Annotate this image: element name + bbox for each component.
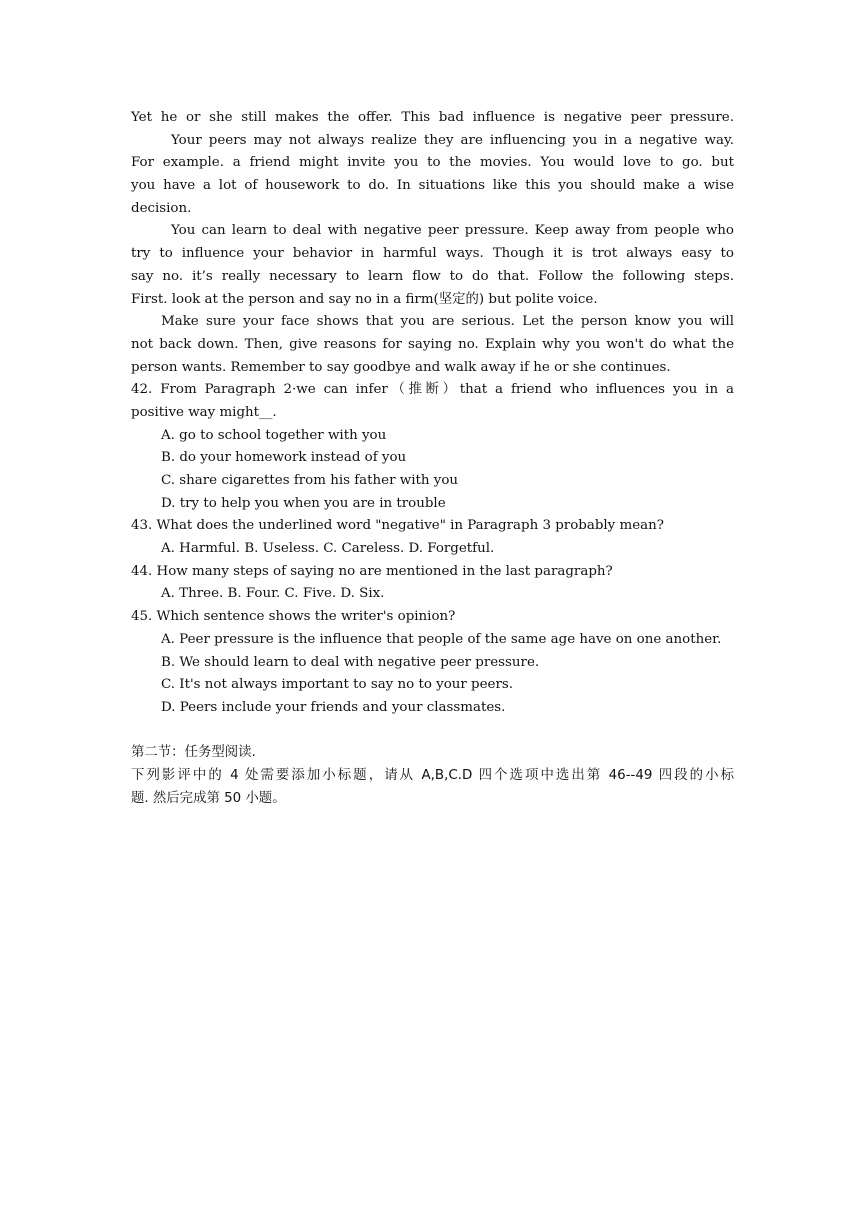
passage-line: Your peers may not always realize they are influencing you in a negative way. [171,132,734,148]
question-42 [131,379,734,515]
passage-line: You can learn to deal with negative peer pressure. Keep away from people who [171,223,734,239]
section-heading: 第二节：任务型阅读. [131,745,256,761]
section-2 [131,742,734,810]
answer-option: B. do your homework instead of you [161,450,407,466]
answer-option: C. It's not always important to say no to your peers. [161,677,514,693]
passage-line: person wants. Remember to say goodbye and walk away if he or she continues. [131,359,671,375]
question-44 [131,561,734,606]
question-43 [131,515,734,560]
reading-passage [131,107,734,379]
answer-option: B. We should learn to deal with negative peer pressure. [161,654,540,670]
question-stem: 45. Which sentence shows the writer's opinion? [131,609,456,625]
answer-option: A. Harmful. B. Useless. C. Careless. D. Forgetful. [161,541,495,557]
question-stem: 44. How many steps of saying no are mentioned in the last paragraph? [131,563,613,579]
answer-option: A. Three. B. Four. C. Five. D. Six. [161,586,385,602]
question-45 [131,606,734,719]
passage-line: say no. it’s really necessary to learn flow to do that. Follow the following steps. [131,268,734,284]
spacer [131,720,734,743]
section-instruction: 题. 然后完成第 50 小题。 [131,790,286,806]
passage-line: Make sure your face shows that you are serious. Let the person know you will [161,314,734,330]
passage-line: not back down. Then, give reasons for saying no. Explain why you won't do what the [131,336,734,352]
answer-option: A. go to school together with you [161,427,387,443]
passage-line: First. look at the person and say no in a firm(坚定的) but polite voice. [131,291,598,307]
passage-line: Yet he or she still makes the offer. This bad influence is negative peer pressure. [131,110,734,125]
passage-line: decision. [131,200,192,216]
answer-option: D. Peers include your friends and your classmates. [161,699,506,715]
answer-option: A. Peer pressure is the influence that people of the same age have on one another. [161,631,722,647]
answer-option: C. share cigarettes from his father with you [161,473,459,488]
question-stem: positive way might__. [131,404,277,420]
question-stem: 42. From Paragraph 2·we can infer（推断）that a friend who influences you in a [131,382,734,398]
document-page [131,107,734,810]
passage-line: you have a lot of housework to do. In situations like this you should make a wise [131,178,734,194]
passage-line: try to influence your behavior in harmful ways. Though it is trot always easy to [131,246,734,262]
question-stem: 43. What does the underlined word "negative" in Paragraph 3 probably mean? [131,518,664,534]
passage-line: For example. a friend might invite you to the movies. You would love to go. but [131,155,734,171]
answer-option: D. try to help you when you are in trouble [161,495,446,511]
section-instruction: 下列影评中的 4 处需要添加小标题，请从 A,B,C.D 四个选项中选出第 46--49 四段的小标 [131,767,734,783]
